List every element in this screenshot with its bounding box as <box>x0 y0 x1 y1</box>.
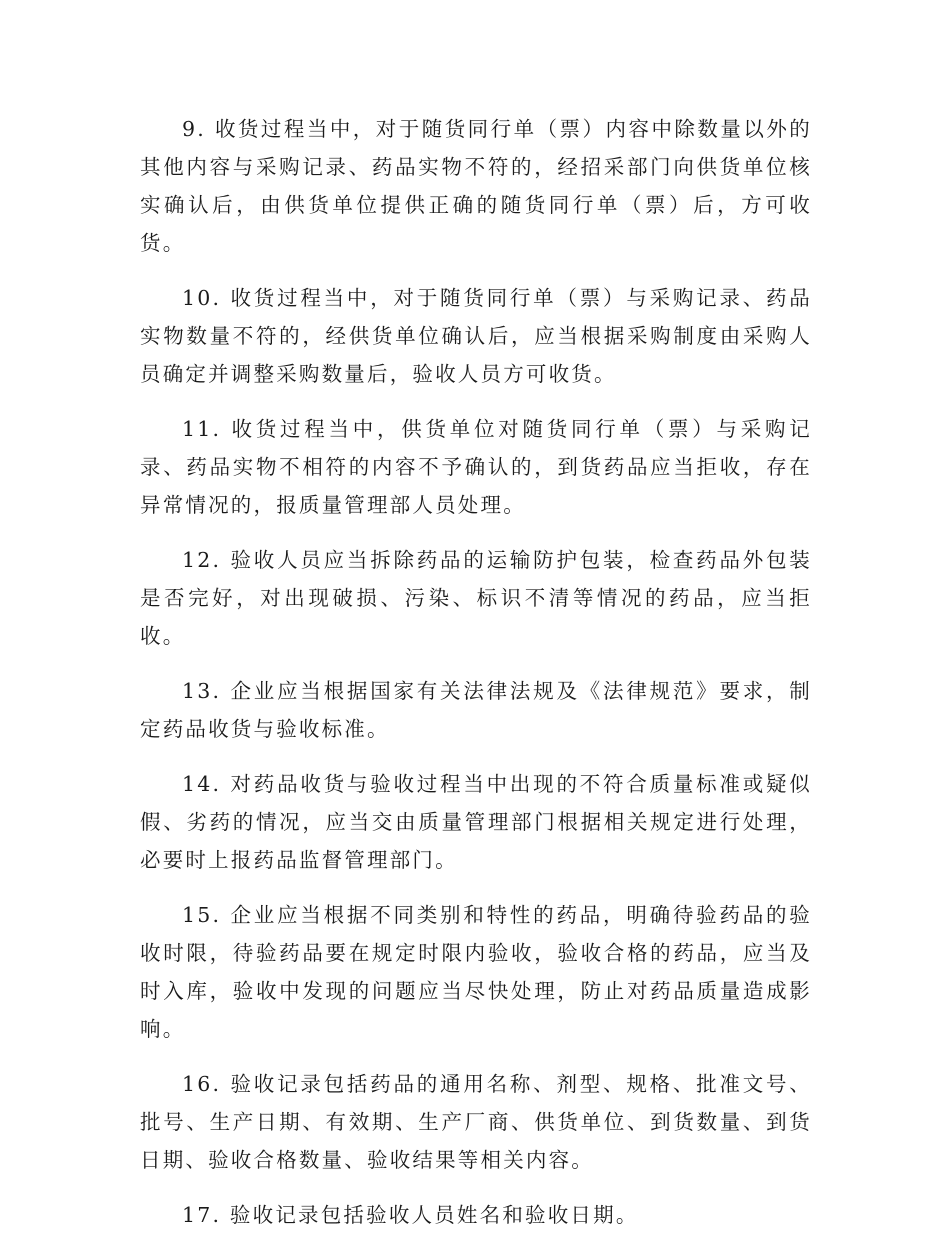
paragraph-13: 13. 企业应当根据国家有关法律法规及《法律规范》要求，制定药品收货与验收标准。 <box>140 679 812 741</box>
paragraph-9: 9. 收货过程当中，对于随货同行单（票）内容中除数量以外的其他内容与采购记录、药品实物不符的，经招采部门向供货单位核实确认后，由供货单位提供正确的随货同行单（票）后，方可收货。 <box>140 117 812 255</box>
paragraph-17: 17. 验收记录包括验收人员姓名和验收日期。 <box>182 1203 639 1227</box>
paragraph-14: 14. 对药品收货与验收过程当中出现的不符合质量标准或疑似假、劣药的情况，应当交由质量管理部门根据相关规定进行处理，必要时上报药品监督管理部门。 <box>140 772 812 872</box>
paragraph-12: 12. 验收人员应当拆除药品的运输防护包装，检查药品外包装是否完好，对出现破损、污染、标识不清等情况的药品，应当拒收。 <box>140 548 812 648</box>
paragraph-16: 16. 验收记录包括药品的通用名称、剂型、规格、批准文号、批号、生产日期、有效期、生产厂商、供货单位、到货数量、到货日期、验收合格数量、验收结果等相关内容。 <box>140 1072 812 1172</box>
document-body <box>140 110 812 1251</box>
paragraph-11: 11. 收货过程当中，供货单位对随货同行单（票）与采购记录、药品实物不相符的内容不予确认的，到货药品应当拒收，存在异常情况的，报质量管理部人员处理。 <box>140 417 812 517</box>
paragraph-15: 15. 企业应当根据不同类别和特性的药品，明确待验药品的验收时限，待验药品要在规定时限内验收，验收合格的药品，应当及时入库，验收中发现的问题应当尽快处理，防止对药品质量造成影响。 <box>140 903 812 1041</box>
paragraph-10: 10. 收货过程当中，对于随货同行单（票）与采购记录、药品实物数量不符的，经供货单位确认后，应当根据采购制度由采购人员确定并调整采购数量后，验收人员方可收货。 <box>140 286 812 386</box>
